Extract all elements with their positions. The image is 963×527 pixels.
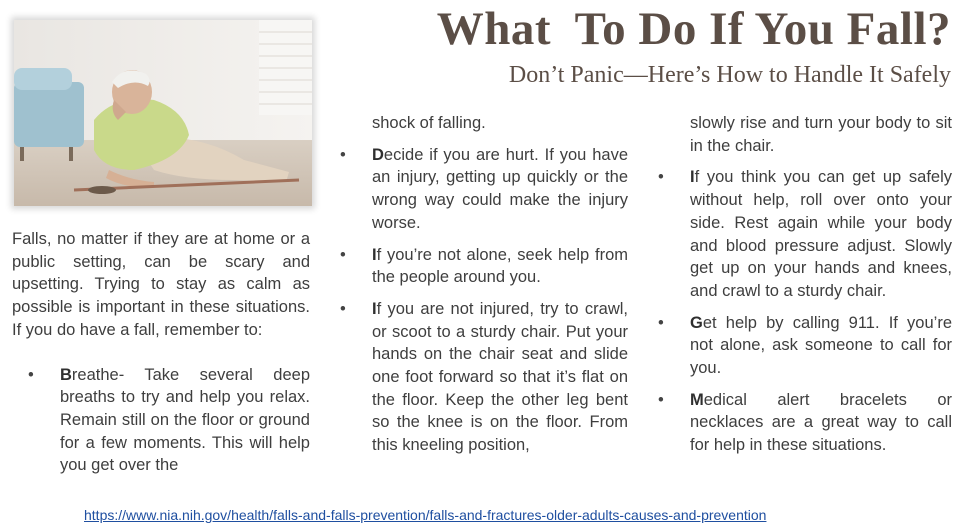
tip-lead: D [372,145,384,164]
tip-text: edical alert bracelets or necklaces are a great way to call for help in these situations. [690,390,952,455]
tip-text: f you think you can get up safely without help, roll over onto your side. Rest again while your body and blood pressure adjust. Slowly get up on your hands and knees, and crawl to a sturdy chair. [690,168,952,300]
page-title: What To Do If You Fall? [436,3,951,55]
tip-text: et help by calling 911. If you’re not alone, ask someone to call for you. [690,313,952,378]
tips-list-col1 [12,364,310,478]
source-link[interactable]: https://www.nia.nih.gov/health/falls-and-falls-prevention/falls-and-fractures-older-adults-causes-and-prevention [84,507,767,523]
intro-paragraph: Falls, no matter if they are at home or a public setting, can be scary and upsetting. Trying to stay as calm as possible is important in these situations. If you do have a fall, remember to: [12,230,310,339]
tip-call-911 [642,312,952,380]
tip-lead: M [690,390,704,409]
page-subtitle: Don’t Panic—Here’s How to Handle It Safely [508,62,951,88]
fallen-senior-photo [14,20,312,206]
photo-illustration [14,20,312,206]
tip-text: reathe- Take several deep breaths to try and help you relax. Remain still on the floor or ground for a few moments. This will help you get over the [60,365,310,475]
tip-get-up-safely [642,166,952,302]
tip-crawl-to-chair [324,298,628,457]
tip-lead: I [690,168,695,187]
column-3 [642,112,952,457]
tip-lead: I [372,245,377,264]
tip-lead: G [690,313,703,332]
tip-text: f you’re not alone, seek help from the people around you. [372,245,628,287]
tip-seek-help [324,244,628,289]
column-1 [12,228,310,477]
tips-list-col3 [642,166,952,456]
tip-medical-alert [642,389,952,457]
tips-list-col2 [324,144,628,457]
tip-lead: I [372,299,377,318]
tip-text: f you are not injured, try to crawl, or scoot to a sturdy chair. Put your hands on the chair seat and slide one foot forward so that it’s flat on the floor. Keep the other leg bent so the knee is on the floor. From this kneeling position, [372,299,628,455]
tip-lead: B [60,365,72,384]
column-2 [324,112,628,457]
continued-text: slowly rise and turn your body to sit in the chair. [690,114,952,155]
continued-text: shock of falling. [372,114,486,132]
tip-decide-if-hurt [324,144,628,235]
tip-breathe [12,364,310,478]
tip-text: ecide if you are hurt. If you have an injury, getting up quickly or the wrong way could make the injury worse. [372,145,628,232]
